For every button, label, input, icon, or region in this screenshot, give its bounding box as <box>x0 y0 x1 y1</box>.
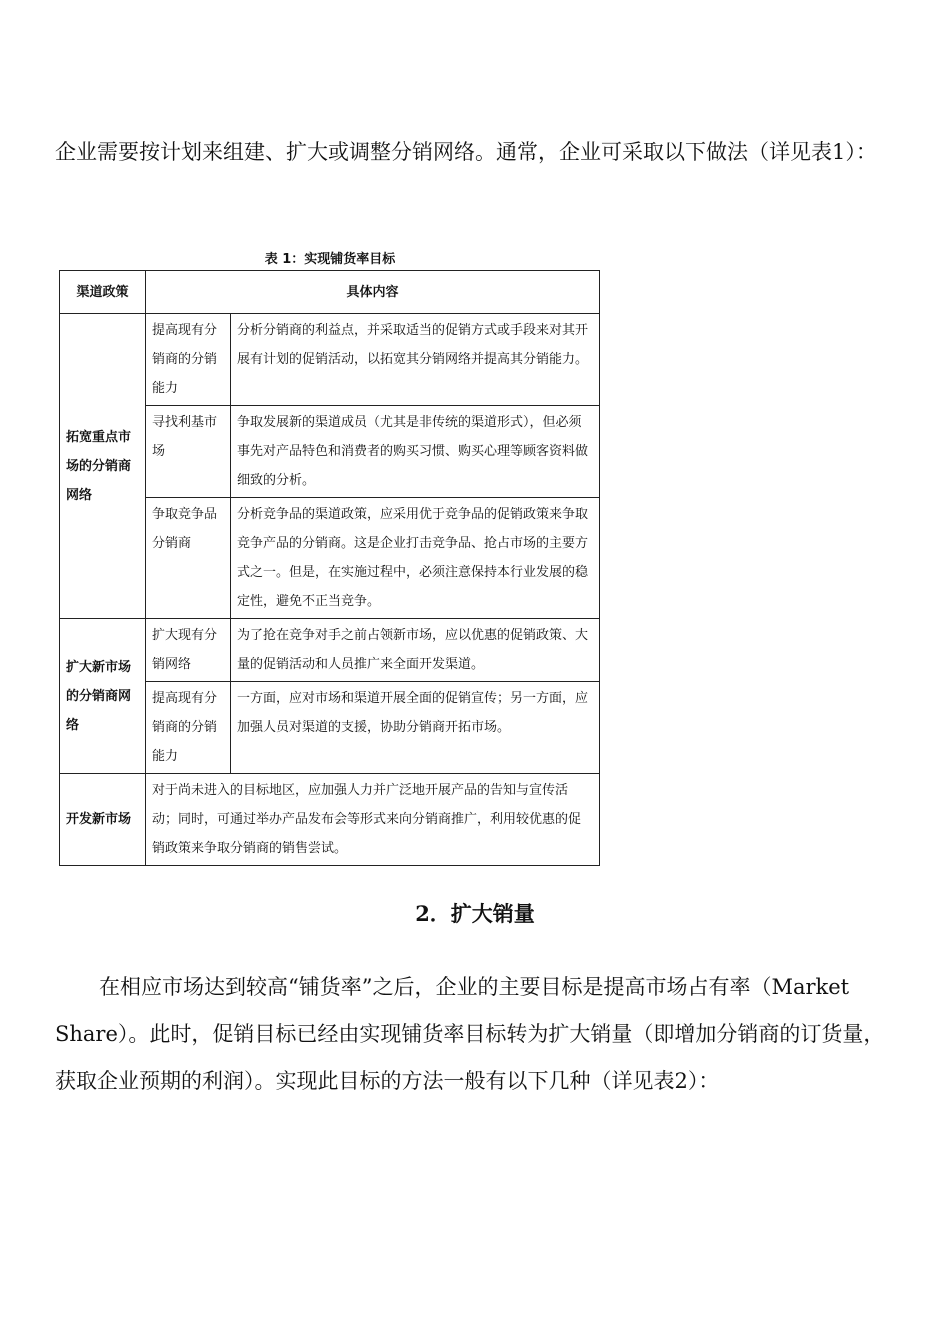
channel-policy-table <box>59 270 600 866</box>
section-heading: 2．扩大销量 <box>415 901 535 926</box>
method-cell: 提高现有分销商的分销能力 <box>146 682 231 774</box>
content-cell: 一方面，应对市场和渠道开展全面的促销宣传；另一方面，应加强人员对渠道的支援，协助分销商开拓市场。 <box>231 682 600 774</box>
policy-cell: 拓宽重点市场的分销商网络 <box>60 314 146 619</box>
method-cell: 寻找利基市场 <box>146 406 231 498</box>
header-policy: 渠道政策 <box>60 271 146 314</box>
header-content: 具体内容 <box>146 271 600 314</box>
policy-cell: 开发新市场 <box>60 774 146 866</box>
table-row <box>60 619 600 682</box>
method-cell: 扩大现有分销网络 <box>146 619 231 682</box>
content-cell: 分析分销商的利益点，并采取适当的促销方式或手段来对其开展有计划的促销活动，以拓宽其分销网络并提高其分销能力。 <box>231 314 600 406</box>
policy-cell: 扩大新市场的分销商网络 <box>60 619 146 774</box>
table-row <box>60 314 600 406</box>
table-row <box>60 774 600 866</box>
method-cell: 提高现有分销商的分销能力 <box>146 314 231 406</box>
content-cell: 争取发展新的渠道成员（尤其是非传统的渠道形式），但必须事先对产品特色和消费者的购买习惯、购买心理等顾客资料做细致的分析。 <box>231 406 600 498</box>
content-cell: 为了抢在竞争对手之前占领新市场，应以优惠的促销政策、大量的促销活动和人员推广来全面开发渠道。 <box>231 619 600 682</box>
intro-paragraph: 企业需要按计划来组建、扩大或调整分销网络。通常，企业可采取以下做法（详见表1）： <box>55 140 877 164</box>
body-paragraph: 在相应市场达到较高“铺货率”之后，企业的主要目标是提高市场占有率（Market Share）。此时，促销目标已经由实现铺货率目标转为扩大销量（即增加分销商的订货量，获取企业预期的利润）。实现此目标的方法一般有以下几种（详见表2）： <box>55 975 885 1093</box>
method-cell: 争取竞争品分销商 <box>146 498 231 619</box>
table-caption: 表 1：实现铺货率目标 <box>264 252 396 267</box>
content-cell: 对于尚未进入的目标地区，应加强人力并广泛地开展产品的告知与宣传活动；同时，可通过举办产品发布会等形式来向分销商推广，利用较优惠的促销政策来争取分销商的销售尝试。 <box>146 774 600 866</box>
table-header-row <box>60 271 600 314</box>
content-cell: 分析竞争品的渠道政策，应采用优于竞争品的促销政策来争取竞争产品的分销商。这是企业打击竞争品、抢占市场的主要方式之一。但是，在实施过程中，必须注意保持本行业发展的稳定性，避免不正当竞争。 <box>231 498 600 619</box>
